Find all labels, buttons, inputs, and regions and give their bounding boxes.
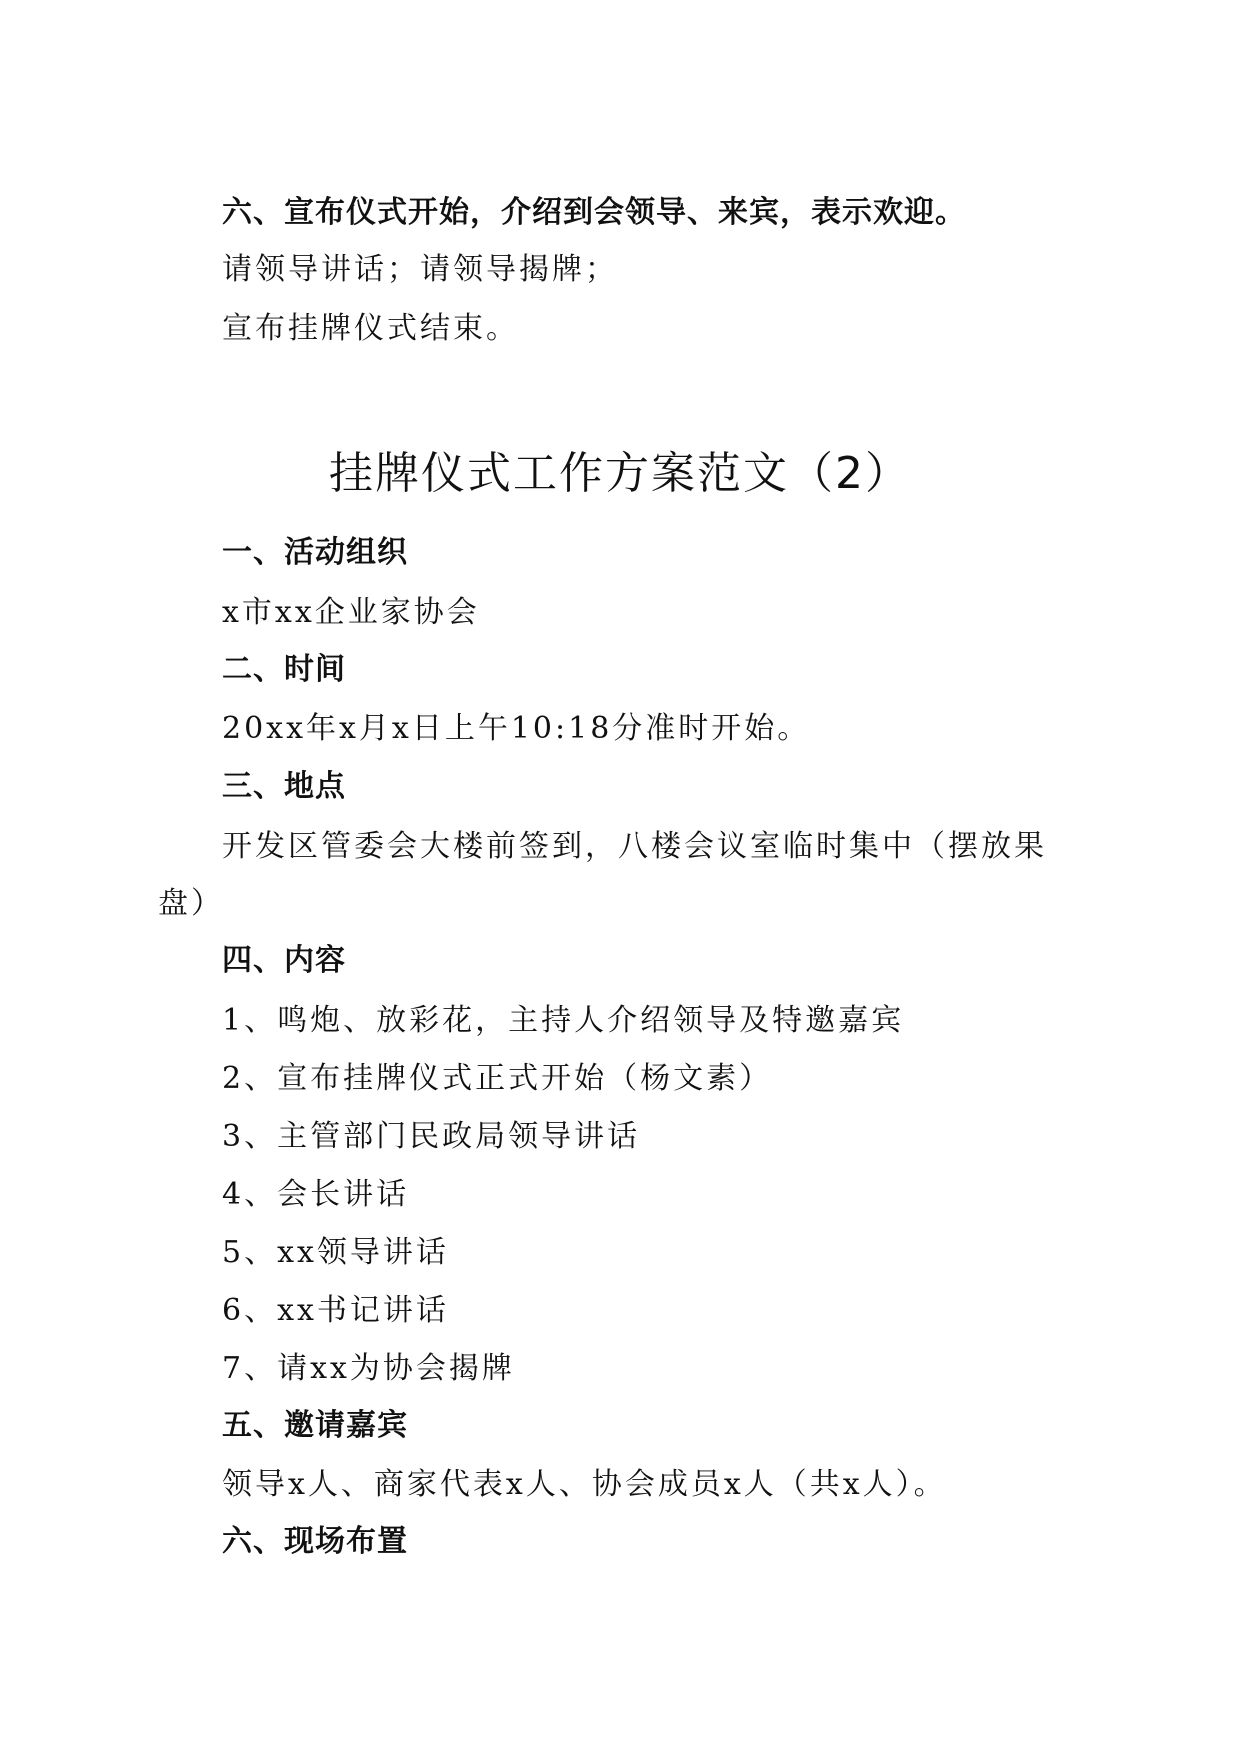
section-heading-location: 三、地点 bbox=[222, 769, 346, 804]
section-heading-ceremony-start: 六、宣布仪式开始，介绍到会领导、来宾，表示欢迎。 bbox=[222, 195, 966, 230]
organization-text: x市xx企业家协会 bbox=[222, 595, 480, 630]
location-text: 开发区管委会大楼前签到，八楼会议室临时集中（摆放果盘） bbox=[158, 829, 1047, 921]
section-heading-time: 二、时间 bbox=[222, 652, 346, 687]
body-line: 请领导讲话；请领导揭牌； bbox=[222, 252, 618, 287]
guests-text: 领导x人、商家代表x人、协会成员x人（共x人）。 bbox=[222, 1467, 947, 1502]
content-item: 7、请xx为协会揭牌 bbox=[222, 1351, 515, 1386]
content-item: 3、主管部门民政局领导讲话 bbox=[222, 1119, 641, 1154]
content-item: 5、xx领导讲话 bbox=[222, 1235, 449, 1270]
section-heading-layout: 六、现场布置 bbox=[222, 1524, 408, 1559]
content-item: 1、鸣炮、放彩花，主持人介绍领导及特邀嘉宾 bbox=[222, 1003, 905, 1038]
section-heading-guests: 五、邀请嘉宾 bbox=[222, 1408, 408, 1443]
time-text: 20xx年x月x日上午10:18分准时开始。 bbox=[222, 711, 811, 746]
document-title: 挂牌仪式工作方案范文（2） bbox=[329, 448, 911, 499]
section-heading-organization: 一、活动组织 bbox=[222, 535, 408, 570]
content-item: 6、xx书记讲话 bbox=[222, 1293, 449, 1328]
content-item: 2、宣布挂牌仪式正式开始（杨文素） bbox=[222, 1061, 773, 1096]
content-item: 4、会长讲话 bbox=[222, 1177, 410, 1212]
body-line: 宣布挂牌仪式结束。 bbox=[222, 311, 519, 346]
section-heading-content: 四、内容 bbox=[222, 943, 346, 978]
